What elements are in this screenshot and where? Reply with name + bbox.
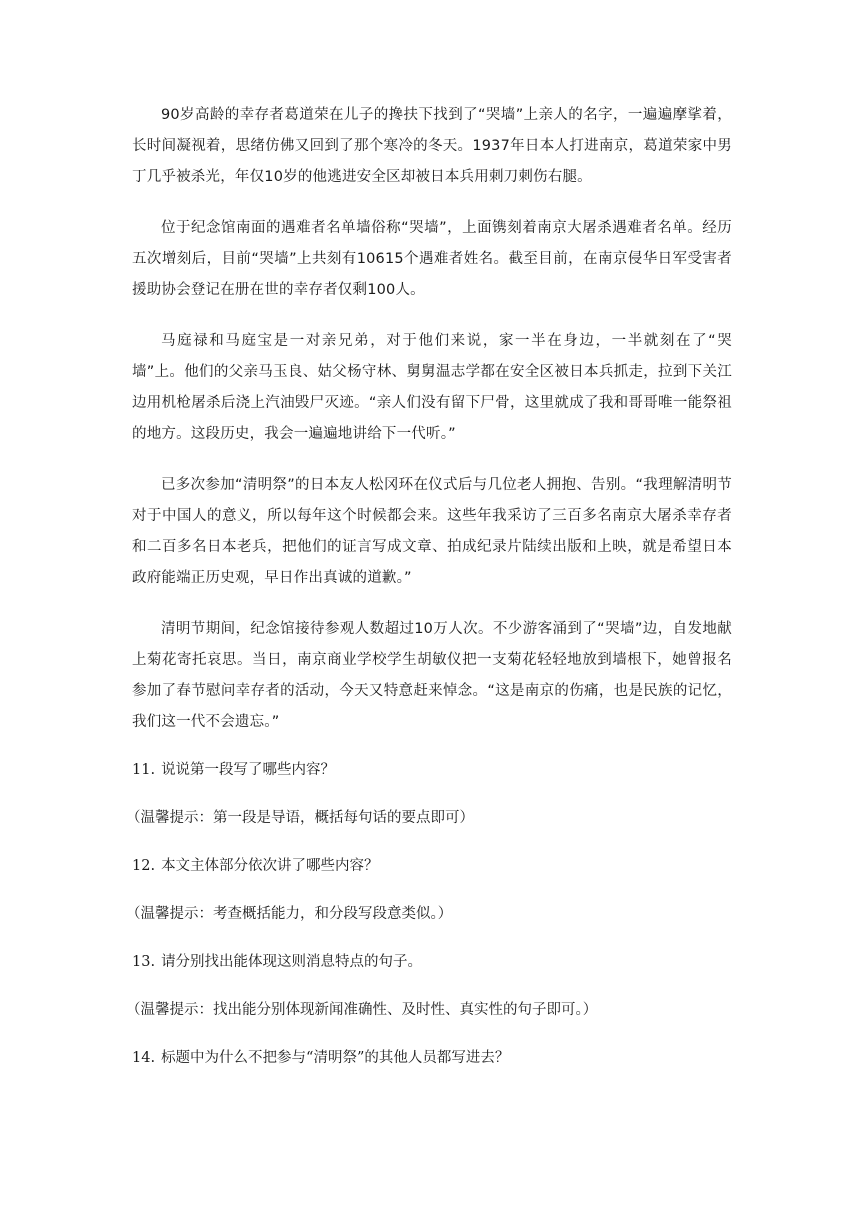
question-text: 本文主体部分依次讲了哪些内容？: [161, 858, 379, 874]
question-number: 14.: [132, 1050, 156, 1066]
question-12-hint: （温馨提示：考查概括能力，和分段写段意类似。）: [126, 906, 453, 922]
article-paragraph-5: 清明节期间，纪念馆接待参观人数超过10万人次。不少游客涌到了“哭墙”边，自发地献上菊花寄托哀思。当日，南京商业学校学生胡敏仪把一支菊花轻轻地放到墙根下，她曾报名参加了春节慰问幸存者的活动，今天又特意赶来悼念。“这是南京的伤痛，也是民族的记忆，我们这一代不会遗忘。”: [132, 621, 732, 730]
question-13-hint: （温馨提示：找出能分别体现新闻准确性、及时性、真实性的句子即可。）: [126, 1002, 598, 1018]
question-12: [132, 854, 732, 878]
question-text: 标题中为什么不把参与“清明祭”的其他人员都写进去？: [161, 1050, 510, 1066]
article-paragraph-3: 马庭禄和马庭宝是一对亲兄弟，对于他们来说，家一半在身边，一半就刻在了“哭墙”上。他们的父亲马玉良、姑父杨守林、舅舅温志学都在安全区被日本兵抓走，拉到下关江边用机枪屠杀后浇上汽油毁尸灭迹。“亲人们没有留下尸骨，这里就成了我和哥哥唯一能祭祖的地方。这段历史，我会一遍遍地讲给下一代听。”: [132, 333, 732, 442]
article-paragraph-4: 已多次参加“清明祭”的日本友人松冈环在仪式后与几位老人拥抱、告别。“我理解清明节对于中国人的意义，所以每年这个时候都会来。这些年我采访了三百多名南京大屠杀幸存者和二百多名日本老兵，把他们的证言写成文章、拍成纪录片陆续出版和上映，就是希望日本政府能端正历史观，早日作出真诚的道歉。”: [132, 477, 732, 586]
question-11: [132, 758, 732, 782]
question-text: 请分别找出能体现这则消息特点的句子。: [161, 954, 423, 970]
question-11-hint: （温馨提示：第一段是导语，概括每句话的要点即可）: [126, 810, 474, 826]
question-number: 11.: [132, 762, 156, 778]
question-number: 13.: [132, 954, 156, 970]
question-text: 说说第一段写了哪些内容？: [161, 762, 336, 778]
document-page: [126, 100, 732, 1094]
question-number: 12.: [132, 858, 156, 874]
article-paragraph-1: 90岁高龄的幸存者葛道荣在儿子的搀扶下找到了“哭墙”上亲人的名字，一遍遍摩挲着，长时间凝视着，思绪仿佛又回到了那个寒冷的冬天。1937年日本人打进南京，葛道荣家中男丁几乎被杀光，年仅10岁的他逃进安全区却被日本兵用刺刀刺伤右腿。: [132, 107, 732, 185]
article-paragraph-2: 位于纪念馆南面的遇难者名单墙俗称“哭墙”，上面镌刻着南京大屠杀遇难者名单。经历五次增刻后，目前“哭墙”上共刻有10615个遇难者姓名。截至目前，在南京侵华日军受害者援助协会登记在册在世的幸存者仅剩100人。: [132, 220, 732, 298]
question-13: [132, 950, 732, 974]
question-14: [132, 1046, 732, 1070]
